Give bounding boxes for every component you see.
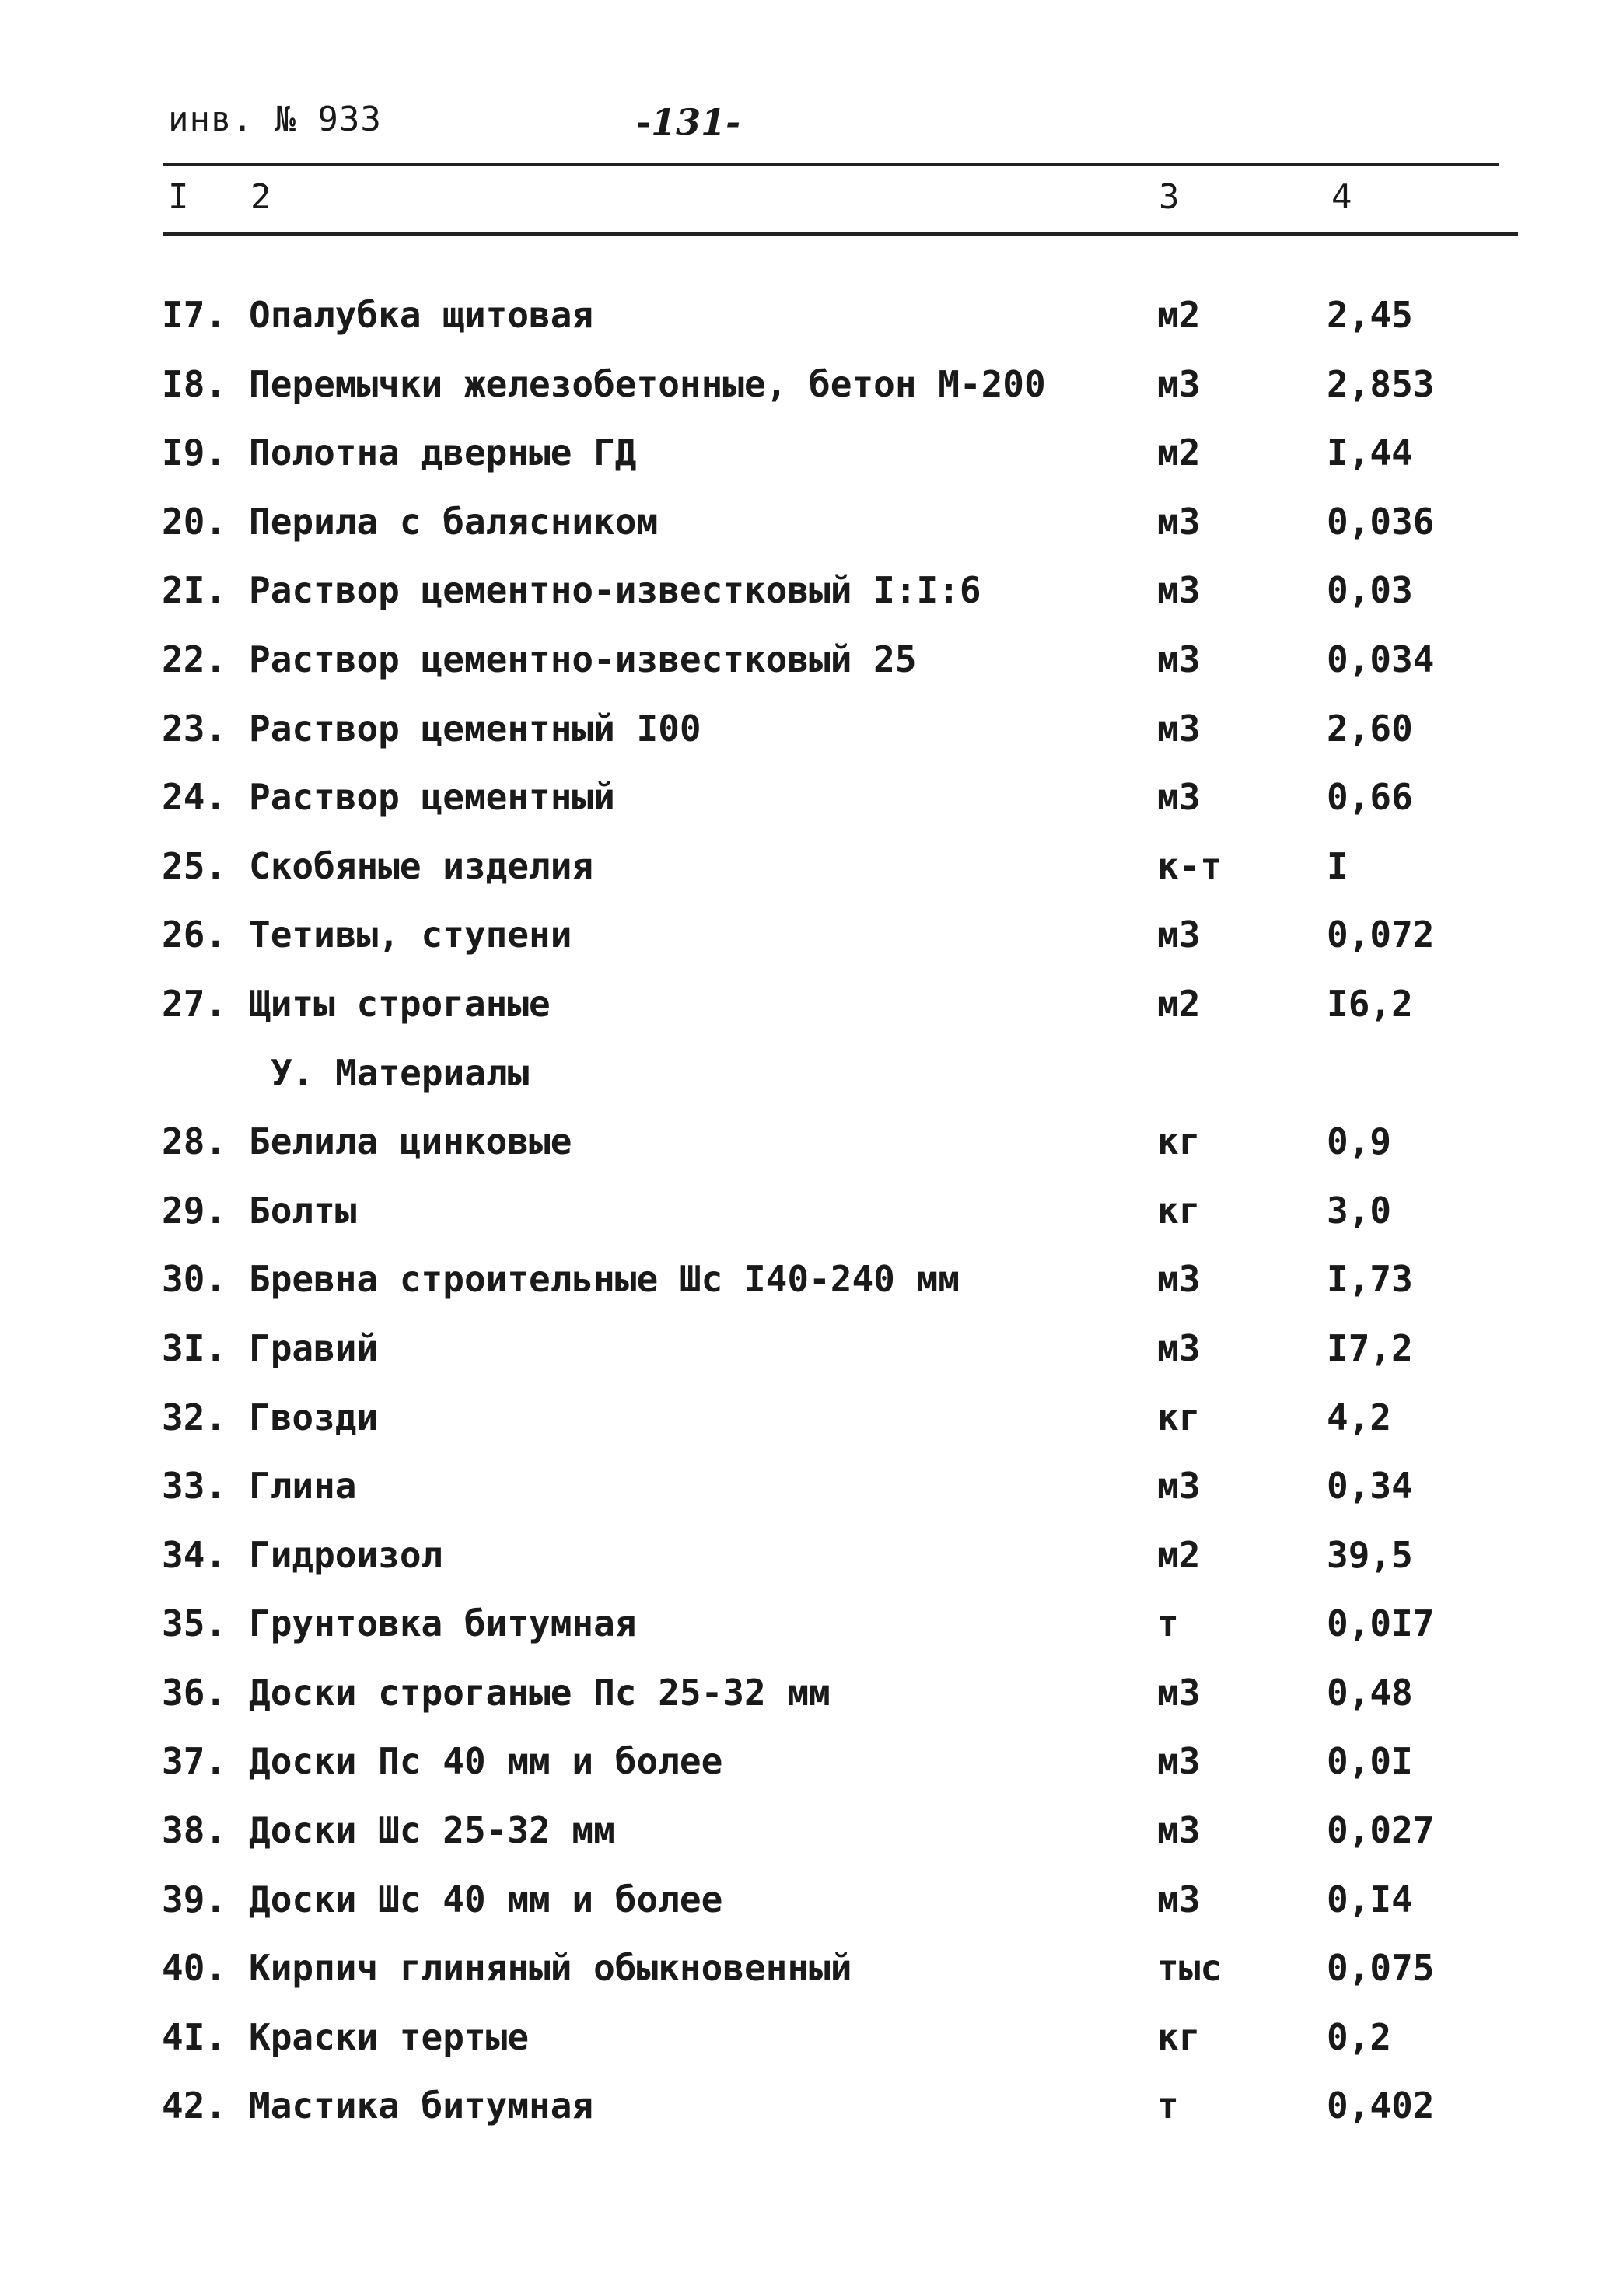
- item-name: Скобяные изделия: [249, 844, 594, 887]
- item-name: Доски строганые Пс 25-32 мм: [249, 1671, 831, 1714]
- table-row: [0, 501, 1616, 570]
- quantity: I,73: [1327, 1258, 1413, 1301]
- unit-of-measure: м3: [1157, 1326, 1201, 1369]
- quantity: 39,5: [1327, 1533, 1413, 1576]
- unit-of-measure: м3: [1157, 362, 1201, 405]
- section-heading-row: [0, 1052, 1616, 1121]
- unit-of-measure: м3: [1157, 1878, 1201, 1920]
- table-row: [0, 569, 1616, 638]
- unit-of-measure: м3: [1157, 776, 1201, 819]
- table-row: [0, 2016, 1616, 2085]
- quantity: 0,0I7: [1327, 1602, 1435, 1645]
- item-name: Болты: [249, 1189, 357, 1232]
- row-number: 28.: [162, 1120, 227, 1163]
- row-number: 29.: [162, 1189, 227, 1232]
- table-row: [0, 1258, 1616, 1327]
- unit-of-measure: м2: [1157, 982, 1201, 1025]
- quantity: 0,48: [1327, 1671, 1413, 1714]
- quantity: 0,075: [1327, 1947, 1435, 1990]
- unit-of-measure: м3: [1157, 707, 1201, 750]
- unit-of-measure: м3: [1157, 1258, 1201, 1301]
- row-number: 35.: [162, 1602, 227, 1645]
- quantity: I6,2: [1327, 982, 1413, 1025]
- unit-of-measure: м3: [1157, 914, 1201, 956]
- unit-of-measure: м2: [1157, 432, 1201, 474]
- row-number: 25.: [162, 844, 227, 887]
- quantity: 2,853: [1327, 362, 1435, 405]
- quantity: 0,036: [1327, 500, 1435, 543]
- unit-of-measure: кг: [1157, 1396, 1201, 1438]
- table-row: [0, 1120, 1616, 1190]
- unit-of-measure: м3: [1157, 569, 1201, 612]
- row-number: 22.: [162, 638, 227, 680]
- quantity: 0,027: [1327, 1809, 1435, 1852]
- quantity: I: [1327, 844, 1348, 887]
- item-name: Щиты строганые: [249, 982, 551, 1025]
- row-number: I8.: [162, 362, 227, 405]
- quantity: 0,9: [1327, 1120, 1392, 1163]
- item-name: У. Материалы: [271, 1051, 530, 1094]
- item-name: Раствор цементно-известковый 25: [249, 638, 917, 680]
- quantity: 2,45: [1327, 294, 1413, 336]
- unit-of-measure: м3: [1157, 1740, 1201, 1783]
- item-name: Мастика битумная: [249, 2085, 594, 2127]
- unit-of-measure: кг: [1157, 2015, 1201, 2058]
- row-number: 38.: [162, 1809, 227, 1852]
- item-name: Перила с балясником: [249, 500, 659, 543]
- table-row: [0, 1672, 1616, 1741]
- unit-of-measure: м3: [1157, 1809, 1201, 1852]
- row-number: 23.: [162, 707, 227, 750]
- column-header-3: 3: [1159, 177, 1180, 217]
- header-rule-bottom: [163, 232, 1518, 236]
- row-number: 33.: [162, 1465, 227, 1508]
- unit-of-measure: к-т: [1157, 844, 1222, 887]
- table-row: [0, 914, 1616, 983]
- column-header-2: 2: [250, 177, 271, 217]
- table-row: [0, 1190, 1616, 1259]
- table-row: [0, 638, 1616, 708]
- table-row: [0, 845, 1616, 914]
- header-rule-top: [163, 163, 1499, 166]
- unit-of-measure: м3: [1157, 1671, 1201, 1714]
- quantity: 2,60: [1327, 707, 1413, 750]
- row-number: 36.: [162, 1671, 227, 1714]
- table-row: [0, 1740, 1616, 1809]
- item-name: Глина: [249, 1465, 357, 1508]
- quantity: 0,66: [1327, 776, 1413, 819]
- unit-of-measure: т: [1157, 1602, 1179, 1645]
- item-name: Гвозди: [249, 1396, 379, 1438]
- item-name: Раствор цементно-известковый I:I:6: [249, 569, 981, 612]
- inventory-number: инв. № 933: [168, 100, 382, 139]
- item-name: Перемычки железобетонные, бетон М-200: [249, 362, 1046, 405]
- materials-table: [0, 294, 1616, 2154]
- table-row: [0, 1878, 1616, 1948]
- unit-of-measure: м3: [1157, 638, 1201, 680]
- unit-of-measure: м2: [1157, 1533, 1201, 1576]
- row-number: 26.: [162, 914, 227, 956]
- table-row: [0, 1947, 1616, 2016]
- row-number: 2I.: [162, 569, 227, 612]
- table-row: [0, 294, 1616, 363]
- table-row: [0, 983, 1616, 1052]
- table-row: [0, 1809, 1616, 1878]
- unit-of-measure: т: [1157, 2085, 1179, 2127]
- unit-of-measure: кг: [1157, 1189, 1201, 1232]
- item-name: Тетивы, ступени: [249, 914, 572, 956]
- row-number: 40.: [162, 1947, 227, 1990]
- quantity: 3,0: [1327, 1189, 1392, 1232]
- row-number: I9.: [162, 432, 227, 474]
- quantity: 0,402: [1327, 2085, 1435, 2127]
- item-name: Доски Пс 40 мм и более: [249, 1740, 723, 1783]
- quantity: I,44: [1327, 432, 1413, 474]
- quantity: 4,2: [1327, 1396, 1392, 1438]
- table-row: [0, 1327, 1616, 1396]
- quantity: 0,072: [1327, 914, 1435, 956]
- quantity: 0,2: [1327, 2015, 1392, 2058]
- table-row: [0, 432, 1616, 501]
- table-row: [0, 1465, 1616, 1534]
- row-number: 30.: [162, 1258, 227, 1301]
- unit-of-measure: тыс: [1157, 1947, 1222, 1990]
- table-row: [0, 1534, 1616, 1603]
- table-row: [0, 2085, 1616, 2154]
- row-number: 20.: [162, 500, 227, 543]
- table-row: [0, 776, 1616, 845]
- unit-of-measure: м2: [1157, 294, 1201, 336]
- row-number: 3I.: [162, 1326, 227, 1369]
- quantity: 0,I4: [1327, 1878, 1413, 1920]
- row-number: 32.: [162, 1396, 227, 1438]
- item-name: Опалубка щитовая: [249, 294, 594, 336]
- item-name: Кирпич глиняный обыкновенный: [249, 1947, 852, 1990]
- quantity: 0,34: [1327, 1465, 1413, 1508]
- item-name: Доски Шс 25-32 мм: [249, 1809, 615, 1852]
- row-number: 27.: [162, 982, 227, 1025]
- quantity: I7,2: [1327, 1326, 1413, 1369]
- table-row: [0, 708, 1616, 777]
- item-name: Гидроизол: [249, 1533, 443, 1576]
- item-name: Бревна строительные Шс I40-240 мм: [249, 1258, 960, 1301]
- item-name: Раствор цементный: [249, 776, 615, 819]
- column-header-1: I: [168, 177, 189, 217]
- table-row: [0, 363, 1616, 432]
- row-number: I7.: [162, 294, 227, 336]
- column-header-4: 4: [1331, 177, 1352, 217]
- table-row: [0, 1602, 1616, 1672]
- unit-of-measure: м3: [1157, 500, 1201, 543]
- item-name: Гравий: [249, 1326, 379, 1369]
- row-number: 24.: [162, 776, 227, 819]
- table-row: [0, 1396, 1616, 1466]
- item-name: Раствор цементный I00: [249, 707, 701, 750]
- quantity: 0,0I: [1327, 1740, 1413, 1783]
- item-name: Краски тертые: [249, 2015, 530, 2058]
- quantity: 0,03: [1327, 569, 1413, 612]
- unit-of-measure: кг: [1157, 1120, 1201, 1163]
- item-name: Полотна дверные ГД: [249, 432, 637, 474]
- row-number: 42.: [162, 2085, 227, 2127]
- item-name: Белила цинковые: [249, 1120, 572, 1163]
- item-name: Доски Шс 40 мм и более: [249, 1878, 723, 1920]
- row-number: 34.: [162, 1533, 227, 1576]
- item-name: Грунтовка битумная: [249, 1602, 637, 1645]
- unit-of-measure: м3: [1157, 1465, 1201, 1508]
- row-number: 39.: [162, 1878, 227, 1920]
- row-number: 37.: [162, 1740, 227, 1783]
- page-number: -131-: [636, 101, 741, 143]
- row-number: 4I.: [162, 2015, 227, 2058]
- page-header: [0, 0, 1616, 217]
- quantity: 0,034: [1327, 638, 1435, 680]
